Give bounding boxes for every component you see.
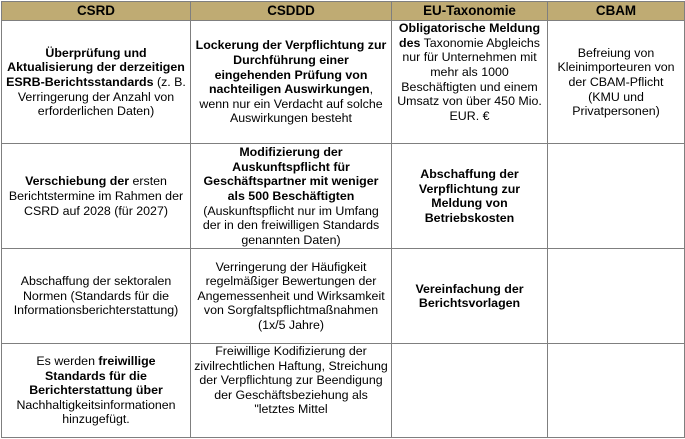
cell-csrd: Abschaffung der sektoralen Normen (Standards für die Informationsberichterstattung) (2, 249, 191, 344)
table-row (2, 144, 685, 249)
header-csrd: CSRD (2, 2, 191, 21)
table-row (2, 344, 685, 438)
cell-taxonomy: Vereinfachung der Berichtsvorlagen (392, 249, 548, 344)
cell-csddd: Verringerung der Häufigkeit regelmäßiger Bewertungen der Angemessenheit und Wirksamkeit von Sorgfaltspflichtmaßnahmen (1x/5 Jahre) (191, 249, 392, 344)
cell-csddd: Lockerung der Verpflichtung zur Durchführung einer eingehenden Prüfung von nachteiligen Auswirkungen, wenn nur ein Verdacht auf solche Auswirkungen besteht (191, 21, 392, 144)
cell-csrd: Verschiebung der ersten Berichtstermine im Rahmen der CSRD auf 2028 (für 2027) (2, 144, 191, 249)
cell-cbam-empty (548, 344, 685, 438)
cell-csrd: Überprüfung und Aktualisierung der derzeitigen ESRB-Berichtsstandards (z. B. Verringerung der Anzahl von erforderlichen Daten) (2, 21, 191, 144)
cell-cbam: Befreiung von Kleinimporteuren von der CBAM-Pflicht (KMU und Privatpersonen) (548, 21, 685, 144)
comparison-table (1, 1, 685, 438)
cell-csddd: Freiwillige Kodifizierung der zivilrechtlichen Haftung, Streichung der Verpflichtung zur Beendigung der Geschäftsbeziehung als "letztes Mittel (191, 344, 392, 438)
table-row (2, 249, 685, 344)
header-csddd: CSDDD (191, 2, 392, 21)
cell-taxonomy-empty (392, 344, 548, 438)
cell-taxonomy: Abschaffung der Verpflichtung zur Meldung von Betriebskosten (392, 144, 548, 249)
cell-csrd: Es werden freiwillige Standards für die Berichterstattung über Nachhaltigkeitsinformationen hinzugefügt. (2, 344, 191, 438)
header-row (2, 2, 685, 21)
cell-cbam-empty (548, 144, 685, 249)
header-cbam: CBAM (548, 2, 685, 21)
cell-csddd: Modifizierung der Auskunftspflicht für Geschäftspartner mit weniger als 500 Beschäftigten (Auskunftspflicht nur im Umfang der in den freiwilligen Standards genannten Daten) (191, 144, 392, 249)
cell-cbam-empty (548, 249, 685, 344)
header-taxonomy: EU-Taxonomie (392, 2, 548, 21)
cell-taxonomy: Obligatorische Meldung des Taxonomie Abgleichs nur für Unternehmen mit mehr als 1000 Beschäftigten und einem Umsatz von über 450 Mio. EUR. € (392, 21, 548, 144)
table-row (2, 21, 685, 144)
